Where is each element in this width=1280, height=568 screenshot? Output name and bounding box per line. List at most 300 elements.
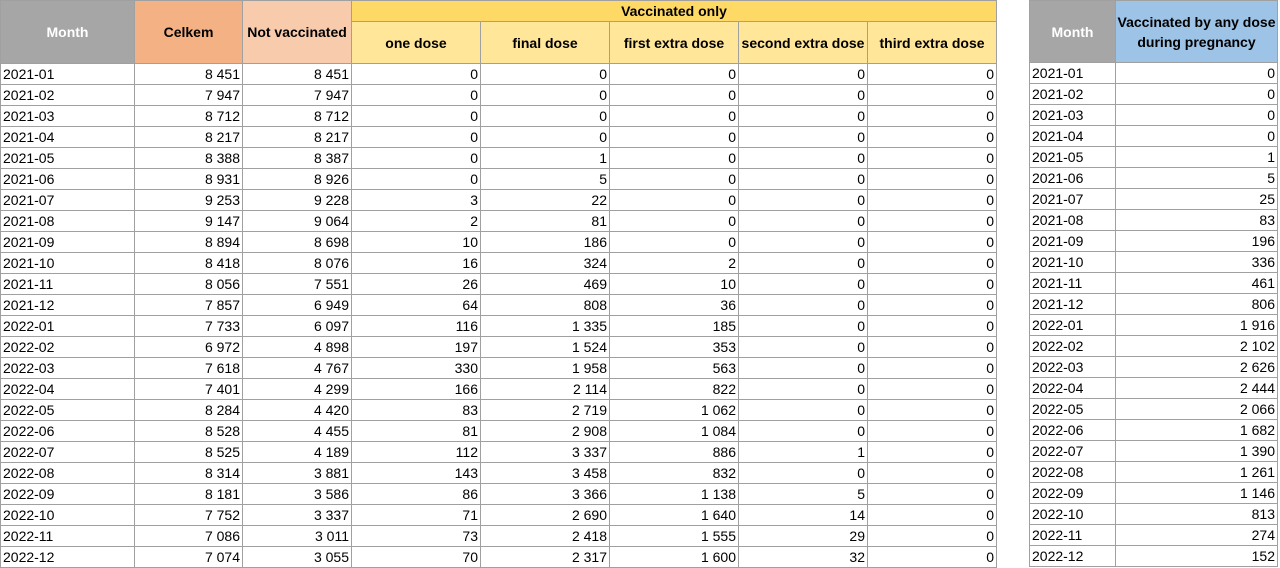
value-cell[interactable]: 0 [739,211,868,232]
value-cell[interactable]: 8 712 [243,106,352,127]
value-cell[interactable]: 22 [481,190,610,211]
value-cell[interactable]: 6 949 [243,295,352,316]
table-row [1,64,997,85]
value-cell[interactable]: 1 261 [1116,462,1278,483]
value-cell[interactable]: 116 [352,316,481,337]
value-cell[interactable]: 0 [868,484,997,505]
month-cell[interactable]: 2022-07 [1,442,135,463]
value-cell[interactable]: 0 [868,169,997,190]
value-cell[interactable]: 81 [352,421,481,442]
table-row [1030,546,1278,567]
value-cell[interactable]: 9 253 [135,190,243,211]
month-cell[interactable]: 2021-07 [1030,189,1116,210]
value-cell[interactable]: 64 [352,295,481,316]
value-cell[interactable]: 8 217 [243,127,352,148]
value-cell[interactable]: 0 [352,64,481,85]
value-cell[interactable]: 0 [610,211,739,232]
table-row [1030,252,1278,273]
value-cell[interactable]: 0 [1116,63,1278,84]
table-row [1,316,997,337]
value-cell[interactable]: 166 [352,379,481,400]
header-first-extra-dose[interactable]: first extra dose [610,22,739,64]
value-cell[interactable]: 0 [352,85,481,106]
value-cell[interactable]: 70 [352,547,481,568]
month-cell[interactable]: 2022-01 [1030,315,1116,336]
month-cell[interactable]: 2022-04 [1030,378,1116,399]
value-cell[interactable]: 4 767 [243,358,352,379]
value-cell[interactable]: 9 147 [135,211,243,232]
value-cell[interactable]: 143 [352,463,481,484]
table-row [1030,231,1278,252]
value-cell[interactable]: 2 626 [1116,357,1278,378]
table-row [1030,84,1278,105]
value-cell[interactable]: 8 525 [135,442,243,463]
month-cell[interactable]: 2022-03 [1030,357,1116,378]
month-cell[interactable]: 2022-09 [1030,483,1116,504]
value-cell[interactable]: 3 366 [481,484,610,505]
value-cell[interactable]: 2 [352,211,481,232]
value-cell[interactable]: 0 [739,85,868,106]
month-cell[interactable]: 2021-04 [1030,126,1116,147]
value-cell[interactable]: 3 458 [481,463,610,484]
value-cell[interactable]: 8 712 [135,106,243,127]
value-cell[interactable]: 0 [868,421,997,442]
value-cell[interactable]: 0 [868,358,997,379]
value-cell[interactable]: 5 [481,169,610,190]
value-cell[interactable]: 3 055 [243,547,352,568]
value-cell[interactable]: 7 074 [135,547,243,568]
value-cell[interactable]: 3 586 [243,484,352,505]
value-cell[interactable]: 2 114 [481,379,610,400]
value-cell[interactable]: 83 [352,400,481,421]
month-cell[interactable]: 2021-01 [1030,63,1116,84]
value-cell[interactable]: 10 [610,274,739,295]
value-cell[interactable]: 186 [481,232,610,253]
month-cell[interactable]: 2021-11 [1030,273,1116,294]
value-cell[interactable]: 0 [868,400,997,421]
value-cell[interactable]: 1 [1116,147,1278,168]
month-cell[interactable]: 2022-04 [1,379,135,400]
value-cell[interactable]: 9 228 [243,190,352,211]
value-cell[interactable]: 336 [1116,252,1278,273]
value-cell[interactable]: 0 [739,253,868,274]
value-cell[interactable]: 0 [868,232,997,253]
value-cell[interactable]: 0 [868,148,997,169]
table-row [1,442,997,463]
table-row [1030,420,1278,441]
month-cell[interactable]: 2021-05 [1,148,135,169]
value-cell[interactable]: 8 894 [135,232,243,253]
table-row [1,547,997,568]
value-cell[interactable]: 0 [739,274,868,295]
value-cell[interactable]: 0 [868,337,997,358]
month-cell[interactable]: 2022-10 [1030,504,1116,525]
month-cell[interactable]: 2021-01 [1,64,135,85]
table-row [1030,525,1278,546]
header-one-dose[interactable]: one dose [352,22,481,64]
month-cell[interactable]: 2021-02 [1030,84,1116,105]
value-cell[interactable]: 832 [610,463,739,484]
month-cell[interactable]: 2022-09 [1,484,135,505]
table-row [1,127,997,148]
value-cell[interactable]: 0 [868,547,997,568]
month-cell[interactable]: 2021-08 [1,211,135,232]
value-cell[interactable]: 0 [868,274,997,295]
month-cell[interactable]: 2021-09 [1030,231,1116,252]
month-cell[interactable]: 2021-11 [1,274,135,295]
month-cell[interactable]: 2022-07 [1030,441,1116,462]
value-cell[interactable]: 822 [610,379,739,400]
table-row [1030,315,1278,336]
value-cell[interactable]: 7 947 [135,85,243,106]
value-cell[interactable]: 8 284 [135,400,243,421]
pregnancy-table [1029,0,1278,567]
value-cell[interactable]: 0 [610,64,739,85]
value-cell[interactable]: 2 102 [1116,336,1278,357]
value-cell[interactable]: 8 451 [135,64,243,85]
month-cell[interactable]: 2022-05 [1030,399,1116,420]
value-cell[interactable]: 0 [868,463,997,484]
table-row [1,295,997,316]
value-cell[interactable]: 83 [1116,210,1278,231]
value-cell[interactable]: 3 881 [243,463,352,484]
header-month[interactable]: Month [1,1,135,64]
month-cell[interactable]: 2022-06 [1,421,135,442]
value-cell[interactable]: 7 618 [135,358,243,379]
value-cell[interactable]: 1 062 [610,400,739,421]
value-cell[interactable]: 0 [739,337,868,358]
value-cell[interactable]: 0 [868,526,997,547]
value-cell[interactable]: 16 [352,253,481,274]
value-cell[interactable]: 197 [352,337,481,358]
month-cell[interactable]: 2022-06 [1030,420,1116,441]
table-row [1030,63,1278,84]
value-cell[interactable]: 8 056 [135,274,243,295]
value-cell[interactable]: 10 [352,232,481,253]
value-cell[interactable]: 0 [739,106,868,127]
value-cell[interactable]: 25 [1116,189,1278,210]
month-cell[interactable]: 2021-06 [1030,168,1116,189]
table-row [1,337,997,358]
value-cell[interactable]: 1 600 [610,547,739,568]
value-cell[interactable]: 71 [352,505,481,526]
value-cell[interactable]: 1 555 [610,526,739,547]
value-cell[interactable]: 0 [739,232,868,253]
value-cell[interactable]: 1 682 [1116,420,1278,441]
value-cell[interactable]: 8 387 [243,148,352,169]
value-cell[interactable]: 1 958 [481,358,610,379]
value-cell[interactable]: 0 [868,64,997,85]
table-row [1030,126,1278,147]
table-row [1,232,997,253]
value-cell[interactable]: 3 [352,190,481,211]
value-cell[interactable]: 1 524 [481,337,610,358]
month-cell[interactable]: 2021-07 [1,190,135,211]
value-cell[interactable]: 1 [481,148,610,169]
value-cell[interactable]: 0 [739,169,868,190]
value-cell[interactable]: 0 [739,127,868,148]
month-cell[interactable]: 2022-12 [1,547,135,568]
value-cell[interactable]: 0 [610,85,739,106]
month-cell[interactable]: 2022-08 [1,463,135,484]
month-cell[interactable]: 2022-12 [1030,546,1116,567]
value-cell[interactable]: 0 [739,190,868,211]
value-cell[interactable]: 6 097 [243,316,352,337]
vaccination-table-body [1,64,997,568]
table-row [1,85,997,106]
value-cell[interactable]: 8 698 [243,232,352,253]
table-row [1,400,997,421]
header-third-extra-dose[interactable]: third extra dose [868,22,997,64]
month-cell[interactable]: 2021-03 [1030,105,1116,126]
table-row [1,463,997,484]
value-cell[interactable]: 0 [739,400,868,421]
month-cell[interactable]: 2021-06 [1,169,135,190]
value-cell[interactable]: 73 [352,526,481,547]
value-cell[interactable]: 8 931 [135,169,243,190]
month-cell[interactable]: 2021-12 [1030,294,1116,315]
value-cell[interactable]: 0 [868,127,997,148]
value-cell[interactable]: 0 [868,379,997,400]
table-row [1,190,997,211]
value-cell[interactable]: 7 551 [243,274,352,295]
value-cell[interactable]: 3 337 [243,505,352,526]
table-row [1,484,997,505]
table-row [1,379,997,400]
value-cell[interactable]: 1 084 [610,421,739,442]
value-cell[interactable]: 0 [868,190,997,211]
value-cell[interactable]: 4 189 [243,442,352,463]
month-cell[interactable]: 2021-05 [1030,147,1116,168]
value-cell[interactable]: 0 [610,106,739,127]
value-cell[interactable]: 0 [868,211,997,232]
value-cell[interactable]: 0 [868,85,997,106]
table-row [1030,483,1278,504]
value-cell[interactable]: 6 972 [135,337,243,358]
table-row [1,169,997,190]
value-cell[interactable]: 324 [481,253,610,274]
value-cell[interactable]: 0 [739,316,868,337]
month-cell[interactable]: 2022-11 [1030,525,1116,546]
value-cell[interactable]: 8 181 [135,484,243,505]
value-cell[interactable]: 0 [352,148,481,169]
month-cell[interactable]: 2021-03 [1,106,135,127]
value-cell[interactable]: 806 [1116,294,1278,315]
table-row [1,421,997,442]
value-cell[interactable]: 0 [481,127,610,148]
value-cell[interactable]: 0 [739,358,868,379]
month-cell[interactable]: 2021-08 [1030,210,1116,231]
value-cell[interactable]: 8 418 [135,253,243,274]
value-cell[interactable]: 0 [1116,126,1278,147]
table-row [1030,273,1278,294]
value-cell[interactable]: 8 076 [243,253,352,274]
value-cell[interactable]: 0 [868,442,997,463]
value-cell[interactable]: 2 719 [481,400,610,421]
value-cell[interactable]: 0 [610,127,739,148]
value-cell[interactable]: 461 [1116,273,1278,294]
table-row [1,526,997,547]
value-cell[interactable]: 8 451 [243,64,352,85]
month-cell[interactable]: 2022-01 [1,316,135,337]
table-row [1030,357,1278,378]
table-row [1030,399,1278,420]
table-row [1030,189,1278,210]
value-cell[interactable]: 0 [481,106,610,127]
value-cell[interactable]: 26 [352,274,481,295]
month-cell[interactable]: 2022-05 [1,400,135,421]
value-cell[interactable]: 8 528 [135,421,243,442]
table-row [1,358,997,379]
header-final-dose[interactable]: final dose [481,22,610,64]
table-row [1,106,997,127]
value-cell[interactable]: 7 947 [243,85,352,106]
table-row [1030,147,1278,168]
value-cell[interactable]: 0 [739,379,868,400]
value-cell[interactable]: 4 299 [243,379,352,400]
value-cell[interactable]: 2 418 [481,526,610,547]
value-cell[interactable]: 4 455 [243,421,352,442]
value-cell[interactable]: 1 146 [1116,483,1278,504]
value-cell[interactable]: 14 [739,505,868,526]
value-cell[interactable]: 0 [739,421,868,442]
value-cell[interactable]: 36 [610,295,739,316]
month-cell[interactable]: 2022-02 [1030,336,1116,357]
value-cell[interactable]: 7 401 [135,379,243,400]
value-cell[interactable]: 112 [352,442,481,463]
header-vaccinated-only[interactable]: Vaccinated only [352,1,997,22]
month-cell[interactable]: 2022-08 [1030,462,1116,483]
value-cell[interactable]: 0 [868,106,997,127]
table-row [1030,210,1278,231]
value-cell[interactable]: 29 [739,526,868,547]
value-cell[interactable]: 32 [739,547,868,568]
table-row [1030,336,1278,357]
value-cell[interactable]: 813 [1116,504,1278,525]
header-month-2[interactable]: Month [1030,1,1116,63]
table-row [1030,504,1278,525]
table-row [1030,462,1278,483]
value-cell[interactable]: 330 [352,358,481,379]
month-cell[interactable]: 2022-11 [1,526,135,547]
value-cell[interactable]: 0 [610,232,739,253]
value-cell[interactable]: 7 086 [135,526,243,547]
value-cell[interactable]: 7 752 [135,505,243,526]
value-cell[interactable]: 152 [1116,546,1278,567]
header-not-vaccinated[interactable]: Not vaccinated [243,1,352,64]
value-cell[interactable]: 0 [739,295,868,316]
month-cell[interactable]: 2021-09 [1,232,135,253]
value-cell[interactable]: 808 [481,295,610,316]
value-cell[interactable]: 0 [1116,105,1278,126]
value-cell[interactable]: 0 [739,463,868,484]
month-cell[interactable]: 2021-02 [1,85,135,106]
value-cell[interactable]: 2 908 [481,421,610,442]
header-vaccinated-pregnancy[interactable]: Vaccinated by any dose during pregnancy [1116,1,1278,63]
pregnancy-table-body [1030,63,1278,567]
value-cell[interactable]: 353 [610,337,739,358]
value-cell[interactable]: 9 064 [243,211,352,232]
value-cell[interactable]: 7 857 [135,295,243,316]
table-row [1030,378,1278,399]
header-celkem[interactable]: Celkem [135,1,243,64]
value-cell[interactable]: 3 337 [481,442,610,463]
value-cell[interactable]: 8 388 [135,148,243,169]
month-cell[interactable]: 2022-03 [1,358,135,379]
value-cell[interactable]: 1 335 [481,316,610,337]
value-cell[interactable]: 563 [610,358,739,379]
value-cell[interactable]: 7 733 [135,316,243,337]
value-cell[interactable]: 0 [610,169,739,190]
value-cell[interactable]: 0 [481,85,610,106]
value-cell[interactable]: 2 690 [481,505,610,526]
month-cell[interactable]: 2021-10 [1030,252,1116,273]
value-cell[interactable]: 0 [610,190,739,211]
value-cell[interactable]: 2 066 [1116,399,1278,420]
table-row [1,148,997,169]
value-cell[interactable]: 4 898 [243,337,352,358]
value-cell[interactable]: 0 [868,316,997,337]
value-cell[interactable]: 886 [610,442,739,463]
value-cell[interactable]: 1 [739,442,868,463]
value-cell[interactable]: 1 138 [610,484,739,505]
value-cell[interactable]: 86 [352,484,481,505]
table-row [1,211,997,232]
table-row [1030,294,1278,315]
month-cell[interactable]: 2022-10 [1,505,135,526]
value-cell[interactable]: 8 314 [135,463,243,484]
value-cell[interactable]: 2 [610,253,739,274]
table-row [1030,441,1278,462]
value-cell[interactable]: 0 [352,169,481,190]
value-cell[interactable]: 3 011 [243,526,352,547]
value-cell[interactable]: 0 [610,148,739,169]
value-cell[interactable]: 81 [481,211,610,232]
value-cell[interactable]: 1 916 [1116,315,1278,336]
value-cell[interactable]: 5 [739,484,868,505]
value-cell[interactable]: 0 [739,148,868,169]
month-cell[interactable]: 2022-02 [1,337,135,358]
table-row [1,274,997,295]
value-cell[interactable]: 0 [352,106,481,127]
value-cell[interactable]: 8 926 [243,169,352,190]
value-cell[interactable]: 0 [481,64,610,85]
value-cell[interactable]: 2 317 [481,547,610,568]
value-cell[interactable]: 5 [1116,168,1278,189]
month-cell[interactable]: 2021-04 [1,127,135,148]
value-cell[interactable]: 1 640 [610,505,739,526]
value-cell[interactable]: 1 390 [1116,441,1278,462]
value-cell[interactable]: 2 444 [1116,378,1278,399]
value-cell[interactable]: 0 [868,253,997,274]
value-cell[interactable]: 0 [868,505,997,526]
month-cell[interactable]: 2021-10 [1,253,135,274]
month-cell[interactable]: 2021-12 [1,295,135,316]
value-cell[interactable]: 196 [1116,231,1278,252]
value-cell[interactable]: 274 [1116,525,1278,546]
table-row [1,505,997,526]
table-row [1030,105,1278,126]
value-cell[interactable]: 185 [610,316,739,337]
header-second-extra-dose[interactable]: second extra dose [739,22,868,64]
value-cell[interactable]: 4 420 [243,400,352,421]
value-cell[interactable]: 469 [481,274,610,295]
value-cell[interactable]: 0 [739,64,868,85]
value-cell[interactable]: 0 [352,127,481,148]
value-cell[interactable]: 0 [868,295,997,316]
value-cell[interactable]: 0 [1116,84,1278,105]
value-cell[interactable]: 8 217 [135,127,243,148]
